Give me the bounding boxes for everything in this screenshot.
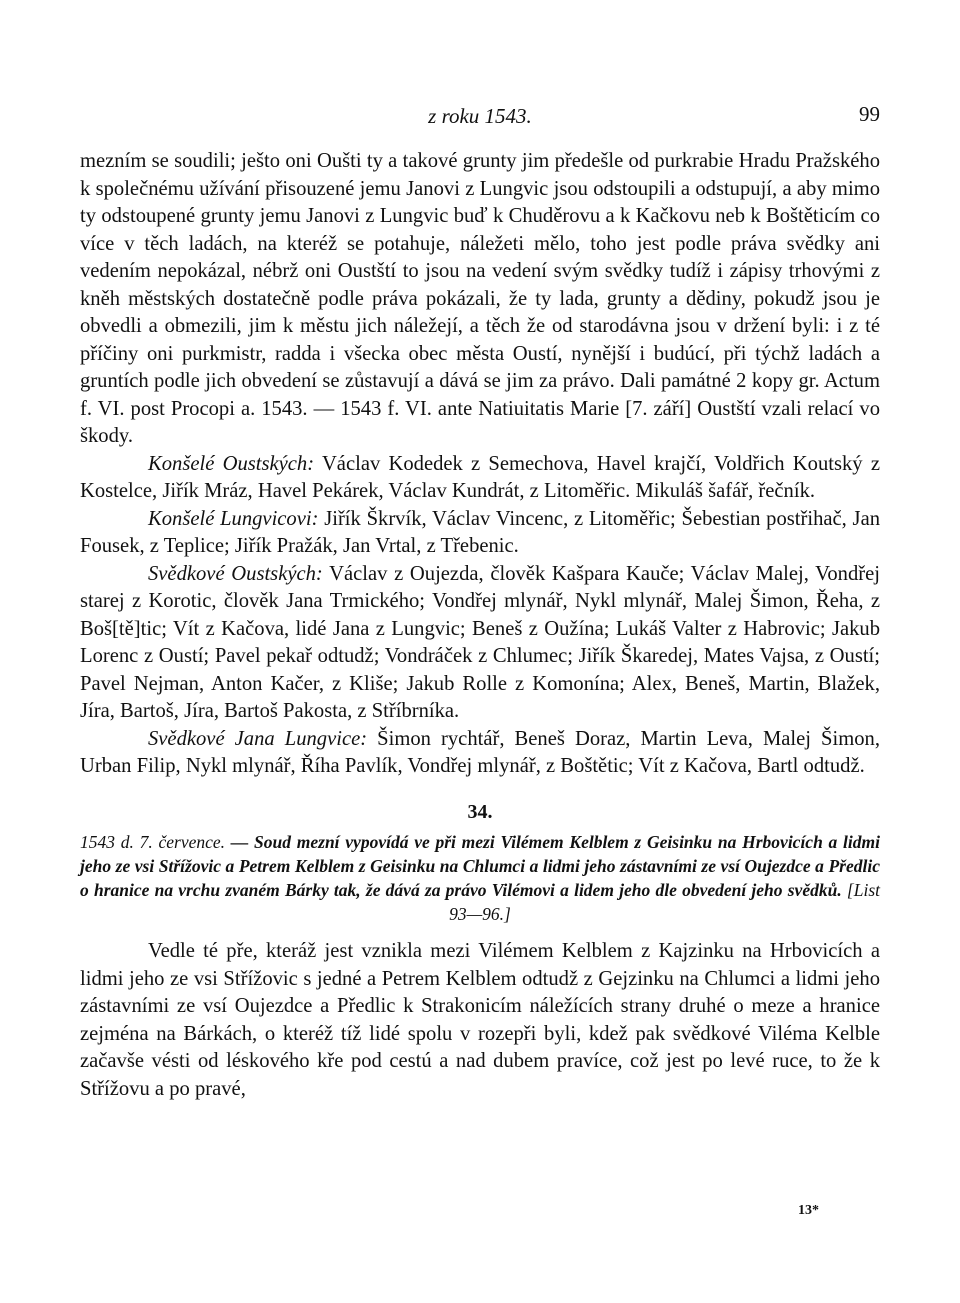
page-body (80, 148, 880, 1103)
paragraph-text: Jiřík Škrvík, Václav Vincenc, z Litoměřic; Šebestian postřihač, Jan Fousek, z Teplice; Jiřík Pražák, Jan Vrtal, z Třebenic. (80, 507, 881, 557)
paragraph-lead: Svědkové Oustských: (148, 562, 323, 585)
paragraph-councillors-ousti (80, 451, 880, 506)
section-number: 34. (467, 800, 493, 823)
regest-text: — Soud mezní vypovídá ve při mezi Vilémem Kelblem z Geisinku na Hrbovicích a lidmi jeho ze vsi Střížovic a Petrem Kelblem z Geisinku na Chlumci a lidmi jeho zástavními ze vsí Oujezdce a Předlic o hranice na vrchu zvaném Bárky tak, že dává za právo Vilémovi a lidem jeho dle obvedení jeho svědků. (80, 832, 881, 900)
regest-source: [List 93—96.] (449, 880, 881, 924)
paragraph-witnesses-lungvic (80, 726, 880, 781)
paragraph-witnesses-ousti (80, 561, 880, 726)
paragraph-continuation: mezním se soudili; ješto oni Oušti ty a takové grunty jim předešle od purkrabie Hradu Pražského k společnému užívání přisouzené jemu Janovi z Lungvic jsou odstoupili a odstupují, a aby mimo ty odstoupené grunty jemu Janovi z Lungvic buď k Chuděrovu a k Kačkovu neb k Boštěticím co více v těch ladách, na kteréž se potahuje, náležeti mělo, toho jest podle práva svědky ani vedením nepokázal, nébrž oni Oustští to jsou na vedení svým svědky tudíž i zápisy trhovými z kněh městských dostatečně podle práva pokázali, že ty lada, grunty a dědiny, pokudž jsou je obvedli a obmezili, jim k městu jich náležejí, a těch že od starodávna jsou v držení byli: i z té příčiny oni purkmistr, radda i všecka obec města Oustí, nynější i budúcí, při týchž ladách a gruntích podle jich obvedení se zůstavují a dává se jim za právo. Dali památné 2 kopy gr. Actum f. VI. post Procopi a. 1543. — 1543 f. VI. ante Natiuitatis Marie [7. září] Oustští vzali relací vo škody. (80, 150, 880, 447)
paragraph-new-record: Vedle té pře, kteráž jest vznikla mezi Vilémem Kelblem z Kajzinku na Hrbovicích a lidmi jeho ze vsi Střížovic s jedné a Petrem Kelblem odtudž z Gejzinku na Chlumci a lidmi jeho zástavními ze vsí Oujezdce a Předlic k Strakonicím náležících strany druhé o meze a hranice zejména na Bárkách, o kteréž tíž lidé spolu v rozepři byli, kdež pak svědkové Viléma Kelble začavše vésti od léskového kře pod cestú a nad dubem pravíce, což jest po levé ruce, to že k Střížovu a po pravé, (80, 940, 880, 1100)
running-head (80, 96, 880, 132)
regest-summary (80, 830, 880, 926)
page-number: 99 (859, 102, 880, 126)
regest-date: 1543 d. 7. července. (80, 832, 226, 852)
paragraph-lead: Konšelé Oustských: (148, 452, 315, 475)
paragraph-lead: Svědkové Jana Lungvice: (148, 727, 368, 750)
running-title: z roku 1543. (428, 104, 532, 128)
paragraph-text: Šimon rychtář, Beneš Doraz, Martin Leva, Malej Šimon, Urban Filip, Nykl mlynář, Říha Pavlík, Vondřej mlynář, z Boštětic; Vít z Kačova, Bartl odtudž. (80, 727, 880, 777)
paragraph-text: Václav Kodedek z Semechova, Havel krajčí, Voldřich Koutský z Kostelce, Jiřík Mráz, Havel Pekárek, Václav Kundrát, z Litoměřic. Mikuláš šafář, řečník. (80, 452, 880, 502)
paragraph-lead: Konšelé Lungvicovi: (148, 507, 319, 530)
signature-mark: 13* (798, 1203, 819, 1218)
paragraph-text: Václav z Oujezda, člověk Kašpara Kauče; Václav Malej, Vondřej starej z Korotic, člověk Jana Trmického; Vondřej mlynář, Nykl mlynář, Malej Šimon, Řeha, z Boš[tě]tic; Vít z Kačova, lidé Jana z Lungvic; Beneš z Oužína; Lukáš Valter z Habrovic; Jakub Lorenc z Oustí; Pavel pekař odtudž; Vondráček z Chlumec; Jiřík Škaredej, Mates Vajsa, z Oustí; Pavel Nejman, Anton Kačer, z Kliše; Jakub Rolle z Komonína; Alex, Beneš, Martin, Blažek, Jíra, Bartoš, Jíra, Bartoš Pakosta, z Stříbrníka. (80, 562, 880, 722)
paragraph-councillors-lungvic (80, 506, 880, 561)
